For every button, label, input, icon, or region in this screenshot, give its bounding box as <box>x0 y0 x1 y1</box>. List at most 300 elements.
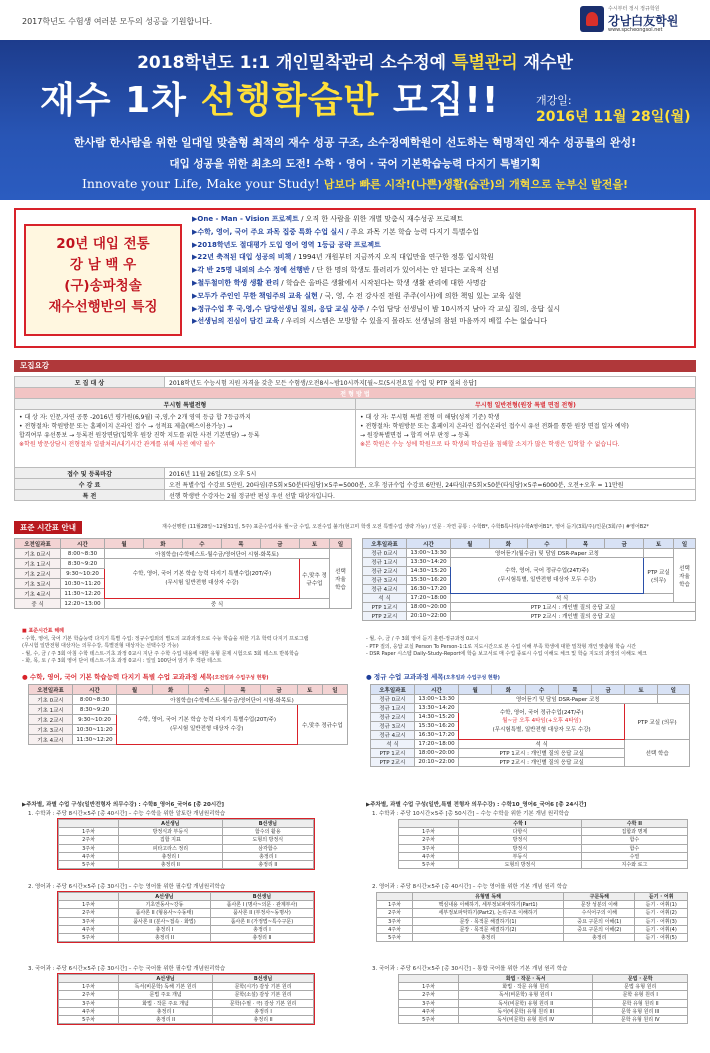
period-cell: 정규 2교시 <box>371 713 415 722</box>
side-cell: 수,맞추 정규수업 <box>297 705 347 745</box>
curriculum-cell: 품사론 II (형용사~수동태) <box>119 909 211 917</box>
th: 수 <box>525 685 558 695</box>
time-cell: 17:20~18:00 <box>407 594 451 603</box>
feature-text: ▶22년 축적된 대입 성공의 비책 <box>192 253 292 262</box>
morning-curriculum-table <box>28 684 348 745</box>
hero-headline-b: 선행학습반 <box>200 80 380 121</box>
special-curriculum-heading: ● 수학, 영어, 국어 기본 학습능력 다지기 특별 수업 교과과정 세목(오전일과 수업구성 현황) <box>22 673 269 681</box>
hero-banner <box>0 40 710 200</box>
time-cell: 9:30~10:20 <box>61 569 105 579</box>
curriculum-cell: 유형별 독해 <box>413 893 564 901</box>
logo-name: 강남白友학원 <box>608 14 679 28</box>
period-cell: PTP 2교시 <box>363 612 407 621</box>
time-cell: 8:30~9:20 <box>73 705 117 715</box>
logo-url[interactable]: www.spcheongsol.net <box>608 27 663 33</box>
curriculum-cell: 수식어구의 이해 <box>564 909 635 917</box>
target-value: 2018학년도 수능시험 지원 자격을 갖춘 모든 수험생/오전8시~밤10시까지[월~토(5시전요일 수업 및 PTP 질의 응답] <box>165 377 696 388</box>
curriculum-cell: 3주차 <box>399 999 459 1007</box>
ptp1-cell: PTP 1교시 : 개인별 질의 응답 교실 <box>459 749 625 758</box>
curriculum-cell: 핵심내용 이해하기, 세부정보파악하기(Part1) <box>413 901 564 909</box>
curriculum-cell: 1주차 <box>59 983 119 991</box>
curriculum-cell: 화법 · 작문 · 독서 <box>459 975 593 983</box>
feature-item <box>192 265 692 278</box>
period-cell: 석 식 <box>371 740 415 749</box>
curriculum-cell: 문장 · 목적문 해결하기(1) <box>413 917 564 925</box>
feature-item <box>192 304 692 317</box>
slot-cell: 아침학습(수학테스트-월수금/영어단어 시험-화목토) <box>117 695 348 705</box>
curriculum-cell: 품사론 I (명사~의문 · 관계부사) <box>210 901 313 909</box>
period-cell: 기초 2교시 <box>15 569 61 579</box>
note-line: - 화, 목, 토 / 주 3회 영어 단어 테스트-기초 과정 0교시 : 일일 100단어 암기 후 객관 테스트 <box>22 658 222 664</box>
curriculum-cell <box>399 820 459 828</box>
period-cell: 석 식 <box>363 594 407 603</box>
curriculum-cell: 5주차 <box>399 1015 459 1023</box>
note-line: (무시험 일반전형 대상자는 의무수강, 특별전형 대상자는 선택수강 가능) <box>22 643 179 649</box>
feature-text: ▶정규수업 후 국,영,수 담당선생님 질의, 응답 교실 상주 <box>192 304 365 313</box>
th: 일 <box>674 539 696 549</box>
time-cell: 10:30~11:20 <box>73 725 117 735</box>
features-list <box>192 214 692 329</box>
right-korean-table <box>398 974 688 1024</box>
th: 화 <box>153 685 189 695</box>
feature-text: ▶각 반 25명 내외의 소수 정예 선행반 <box>192 266 310 275</box>
curriculum-cell: 듣기 · 어휘(4) <box>635 925 688 933</box>
th: 시간 <box>407 539 451 549</box>
ptp-cell: PTP 교실 (의무) <box>644 558 674 594</box>
curriculum-cell: 5주차 <box>377 933 413 941</box>
curriculum-cell: 중요 구문의 이해(2) <box>564 925 635 933</box>
curriculum-cell: 총정리 II <box>119 860 223 868</box>
curriculum-cell: 독서(비문학) 독해 기본 원리 <box>119 983 213 991</box>
curriculum-cell: 듣기 · 어휘(2) <box>635 909 688 917</box>
slot-cell: 아침학습(수학테스트-월수금/영어단어 시험-화목토) <box>105 549 330 559</box>
badge-line: 20년 대입 전통 <box>56 236 150 252</box>
logo-subtitle: 수시부터 정시 정규학원 <box>608 6 660 12</box>
feature-item <box>192 291 692 304</box>
curriculum-cell: 4주차 <box>59 852 119 860</box>
time-cell: 8:00~8:30 <box>73 695 117 705</box>
curriculum-cell: 방정식과 부등식 <box>119 828 223 836</box>
open-label: 개강일: <box>536 94 572 107</box>
th: 시간 <box>415 685 459 695</box>
th: 토 <box>644 539 674 549</box>
period-cell: 기초 1교시 <box>15 559 61 569</box>
ptp1-cell: PTP 1교시 : 개인별 질의 응답 교실 <box>451 603 696 612</box>
curriculum-cell: 문법 유형 원리 <box>593 983 688 991</box>
note-line: - PTP 질의, 응답 교실 Person To Person-1:1로 지도시간으로 본 수업 이해 부족 학생에 대한 밀착형 개인 맞춤형 학습 시간 <box>366 643 637 650</box>
timetable-notes-right <box>366 636 696 659</box>
note-line: - DSR Paper 시스템 Daily-Study-Report에 학습 보고서로 매 수업 종료시 수업 이해도 체크 및 학습 지도의 과정의 이해도 체크 <box>366 651 647 657</box>
time-cell: 8:00~8:30 <box>61 549 105 559</box>
right-english-table <box>376 892 688 942</box>
right-korean-title: 3. 국어과 : 주당 6시간×5주 [총 30시간] – 통합 국어를 위한 기본 개념 원리 학습 <box>372 966 568 972</box>
curriculum-cell: 집합 지표 <box>119 836 223 844</box>
th: 화 <box>492 685 525 695</box>
timetable-notes-left <box>22 628 362 666</box>
period-label: 접수 및 등록마감 <box>15 468 165 479</box>
hero-line1-b: 특별관리 <box>452 53 518 73</box>
curriculum-cell: 2주차 <box>399 836 459 844</box>
th: 금 <box>605 539 644 549</box>
dinner-cell: 석 식 <box>451 594 674 603</box>
curriculum-cell: 총정리 I <box>119 925 211 933</box>
curriculum-cell: 총정리 II <box>119 1015 213 1023</box>
curriculum-cell: 문학(소설) 감상 기본 원리 <box>213 991 314 999</box>
curriculum-cell: 문법 주요 개념 <box>119 991 213 999</box>
time-cell: 14:30~15:20 <box>415 713 459 722</box>
th: 수 <box>528 539 567 549</box>
method-right-detail: • 대 상 자: 무시험 특별 전형 미 해당(성적 기준) 학생 • 전형절차: 학원방문 또는 홈페이지 온라인 접수(온라인 접수시 유선 전화를 통한 원장 면접 일자 예약) → 원장특별면접 → 합격 여부 판정 → 등록 ※본 학원은 수능 성에 학원으로 타 학생의 학습권을 침해할 소지가 많은 학생은 입학할 수 없습니다. <box>356 410 696 468</box>
benefit-value: 선행 학생반 수강자는 2월 정규반 편성 우선 선발 대상자입니다. <box>165 490 696 501</box>
curriculum-cell: 삼각함수 <box>222 844 313 852</box>
curriculum-cell: 수열 <box>581 852 687 860</box>
curriculum-cell: 총정리 II <box>119 933 211 941</box>
feature-text: ▶선생님의 진심이 담긴 교육 <box>192 317 280 326</box>
curriculum-cell: A선생님 <box>119 893 211 901</box>
hero-headline-a: 재수 1차 <box>40 80 201 121</box>
curriculum-cell: 총정리 <box>413 933 564 941</box>
time-cell: 13:30~14:20 <box>415 704 459 713</box>
period-cell: 정규 3교시 <box>371 722 415 731</box>
curriculum-cell: 함수 <box>581 836 687 844</box>
period-cell: 기초 4교시 <box>29 735 73 745</box>
period-cell: 정규 0교시 <box>371 695 415 704</box>
feature-text: / 국, 영, 수 전 강사진 전원 주주(이사)에 의한 책임 있는 교육 실현 <box>317 291 522 300</box>
curriculum-cell: 화법 · 작문 주요 개념 <box>119 999 213 1007</box>
curriculum-cell: 4주차 <box>59 925 119 933</box>
curriculum-cell: 3주차 <box>59 917 119 925</box>
note-line: - 월, 수, 금 / 주 3회 아침 수학 테스트-기초 과정 0교시 지난 주 수학 수업 내용에 대한 유형 문제 시험으로 3회 테스트 반복학습 <box>22 650 299 657</box>
curriculum-cell: 4주차 <box>59 1007 119 1015</box>
curriculum-cell: 3주차 <box>59 844 119 852</box>
period-cell: 중 식 <box>15 599 61 609</box>
th: 오후일과표 <box>363 539 407 549</box>
curriculum-cell: 방정식 <box>459 836 582 844</box>
curriculum-cell: 기초연동사~강동 <box>119 901 211 909</box>
curriculum-cell: 독서(비문학) 유형 원리 III <box>459 1007 593 1015</box>
notes-title: ■ 표준시간표 해례 <box>22 628 65 634</box>
th: 월 <box>117 685 153 695</box>
time-cell: 16:30~17:20 <box>407 585 451 594</box>
feature-text: / 1994년 개원부터 지금까지 오직 대입만을 연구한 정통 입시학원 <box>291 253 494 262</box>
feature-text: / 수업 담당 선생님이 밤 10시까지 남아 각 교실 질의, 응답 실시 <box>364 304 561 313</box>
time-cell: 17:20~18:00 <box>415 740 459 749</box>
afternoon-curriculum-table <box>370 684 690 767</box>
hero-line5-a: Innovate your Life, Make your Study! <box>81 176 324 191</box>
curriculum-cell: B선생님 <box>210 893 313 901</box>
curriculum-cell: B선생님 <box>222 820 313 828</box>
curriculum-cell: 4주차 <box>377 925 413 933</box>
curriculum-cell: 문학 유형 원리 II <box>593 999 688 1007</box>
feature-text: ▶2018학년도 절대평가 도입 영어 영역 1등급 공략 프로젝트 <box>192 240 381 249</box>
curriculum-cell: 함수 <box>581 844 687 852</box>
th: 일 <box>657 685 689 695</box>
curriculum-cell <box>59 975 119 983</box>
curriculum-cell <box>59 820 119 828</box>
time-cell: 12:20~13:00 <box>61 599 105 609</box>
curriculum-cell: 3주차 <box>59 999 119 1007</box>
curriculum-cell: 독서(비문학) 유형 원리 I <box>459 991 593 999</box>
regular-curriculum-heading: ● 정규 수업 교과과정 세목(오후일과 수업구성 현황) <box>366 673 500 681</box>
curriculum-cell: 문장 성분의 이해 <box>564 901 635 909</box>
right-english-title: 2. 영어과 : 주당 8시간×5주 [총 40시간] – 수능 영어를 위한 기본 개념 원리 학습 <box>372 884 568 890</box>
feature-text: ▶One - Man - Vision 프로젝트 <box>192 215 299 223</box>
curriculum-cell <box>59 893 119 901</box>
timetable-title <box>14 521 696 534</box>
time-cell: 10:30~11:20 <box>61 579 105 589</box>
special-class-cell: 수학, 영어, 국어 기본 학습 능력 다지기 특별수업(20T/주) (무시험 일반전형 대상자 수강) <box>105 559 300 599</box>
right-math-title: 1. 수학과 : 주당 10시간×5주 [총 50시간] – 수능 수학을 위한 기본 개념 원리학습 <box>372 811 570 817</box>
academy-logo[interactable] <box>580 4 700 36</box>
curriculum-cell: 구문독해 <box>564 893 635 901</box>
feature-item <box>192 214 692 227</box>
self-study-cell: 선택 자율 학습 <box>674 549 696 603</box>
feature-item <box>192 278 692 291</box>
regular-class-cell: 수학, 영어, 국어 정규수업(24T/주) (무시험특별, 일반전형 대상자 모두 수강) <box>451 558 644 594</box>
th: 토 <box>300 539 330 549</box>
curriculum-cell: 2주차 <box>59 991 119 999</box>
th: 목 <box>566 539 605 549</box>
curriculum-cell: 3주차 <box>399 844 459 852</box>
hero-headline <box>40 72 499 123</box>
features-badge <box>24 224 182 336</box>
curriculum-cell: 함수의 활용 <box>222 828 313 836</box>
period-cell: 정규 4교시 <box>371 731 415 740</box>
curriculum-cell: 집합과 명제 <box>581 828 687 836</box>
left-korean-title: 3. 국어과 : 주당 6시간×5주 [총 30시간] – 수능 국어를 위한 필수탑 개념원리학습 <box>28 966 226 972</box>
feature-item <box>192 316 692 329</box>
curriculum-cell: 중요 구문의 이해(1) <box>564 917 635 925</box>
hero-line1-c: 재수반 <box>517 53 573 73</box>
curriculum-cell: 수학 I <box>459 820 582 828</box>
curriculum-cell: 5주차 <box>59 1015 119 1023</box>
curriculum-cell: 품사론 II (부정사~동명사) <box>210 909 313 917</box>
left-korean-table <box>58 974 314 1024</box>
empty-cell <box>657 695 689 704</box>
th: 금 <box>592 685 625 695</box>
time-cell: 13:30~14:20 <box>407 558 451 567</box>
curriculum-cell: 도형의 방정식 <box>222 836 313 844</box>
th: 화 <box>489 539 528 549</box>
time-cell: 11:30~12:20 <box>61 589 105 599</box>
time-cell: 18:00~20:00 <box>415 749 459 758</box>
period-cell: 정규 2교시 <box>363 567 407 576</box>
period-cell: 정규 0교시 <box>363 549 407 558</box>
period-cell: PTP 2교시 <box>371 758 415 767</box>
curriculum-cell: 듣기 · 어휘 <box>635 893 688 901</box>
curriculum-cell: 총정리 II <box>213 1015 314 1023</box>
left-english-table <box>58 892 314 942</box>
slot-cell: 영어듣기(월수금) 및 담임 DSR-Paper 코칭 <box>451 549 644 558</box>
curriculum-cell: 2주차 <box>377 909 413 917</box>
curriculum-cell: 도형의 방정식 <box>459 860 582 868</box>
time-cell: 20:10~22:00 <box>415 758 459 767</box>
hero-line3: 한사람 한사람을 위한 일대일 맞춤형 최적의 재수 성공 구조, 소수정예학원이 선도하는 혁명적인 재수 성공률의 완성! <box>73 136 637 149</box>
hero-line1-a: 2018학년도 1:1 개인밀착관리 소수정예 <box>137 53 453 73</box>
lunch-cell: 중 식 <box>105 599 330 609</box>
th: 오전일과표 <box>29 685 73 695</box>
th: 목 <box>225 685 261 695</box>
period-cell: PTP 1교시 <box>363 603 407 612</box>
curriculum-cell: 1주차 <box>59 828 119 836</box>
ptp2-cell: PTP 2교시 : 개인별 질의 응답 교실 <box>459 758 625 767</box>
right-curriculum-intro: ▶주차별, 과별 수업 구성(일반,특별 전형자 의무수강) : 수학10_영어6_국어6 [총 24시간] <box>366 802 587 808</box>
curriculum-cell: 피타고라스 정리 <box>119 844 223 852</box>
curriculum-cell: 4주차 <box>399 1007 459 1015</box>
time-cell: 15:30~16:20 <box>415 722 459 731</box>
curriculum-cell: 화법 · 작문 유형 원리 <box>459 983 593 991</box>
th: 토 <box>297 685 322 695</box>
period-cell: 기초 1교시 <box>29 705 73 715</box>
curriculum-cell: 수학 II <box>581 820 687 828</box>
curriculum-cell: 문학(수필 · 극) 감상 기본 원리 <box>213 999 314 1007</box>
time-cell: 18:00~20:00 <box>407 603 451 612</box>
method-left-detail: • 대 상 자: 인문,자연 공통 -2016년 평가원(6,9월) 국,영,수 2개 영역 등급 합 7등급까지 • 전형절차: 학원방문 또는 홈페이지 온라인 접수 → 성적표 제출(팩스이용가능) → 합격여부 유선통보 → 등록전 원장면담(입학후 원장 진학 지도를 위한 사전 기본면담) → 등록 ※학원 방문상담시 전형절차 일괄처리/내기시간 관계를 위해 사전 예약 필수 <box>15 410 356 468</box>
curriculum-cell: 총정리 I <box>213 1007 314 1015</box>
regular-class-cell: 수학, 영어, 국어 정규수업(24T/주) 월~금 오후 4타임(+오후 4타임) (무시험특별, 일반전형 대상자 모두 수강) <box>459 704 625 740</box>
hero-line1 <box>0 48 710 73</box>
logo-mark-icon <box>580 6 604 32</box>
th: 금 <box>261 685 297 695</box>
badge-line: 강 남 백 우 <box>69 257 137 273</box>
hero-line5-b: 남보다 빠른 시작!(나쁜)생활(습관)의 개혁으로 눈부신 발전을! <box>323 178 629 191</box>
curriculum-cell: 2주차 <box>399 991 459 999</box>
dinner-cell: 석 식 <box>459 740 625 749</box>
fee-value: 오전 특별수업 수강료 5만원, 20타임(주5회×50분(타임당)×5주=5000분, 오후 정규수업 수강료 6만원, 24타임(주5회×50분(타임당)×5주=6000분, 오전+오후 = 11만원 <box>165 479 696 490</box>
period-cell: 정규 1교시 <box>363 558 407 567</box>
period-cell: 기초 3교시 <box>15 579 61 589</box>
curriculum-cell: 문학 유형 원리 III <box>593 1007 688 1015</box>
curriculum-cell: 3주차 <box>377 917 413 925</box>
curriculum-cell: 문학 유형 원리 IV <box>593 1015 688 1023</box>
hero-headline-c: 모집!! <box>379 80 500 121</box>
curriculum-cell: 독서(비문학) 유형 원리 IV <box>459 1015 593 1023</box>
feature-text: ▶모두가 주인인 무한 책임주의 교육 실현 <box>192 291 318 300</box>
th: 일 <box>330 539 352 549</box>
th: 수 <box>182 539 221 549</box>
period-cell: 기초 2교시 <box>29 715 73 725</box>
time-cell: 11:30~12:20 <box>73 735 117 745</box>
curriculum-cell <box>377 893 413 901</box>
curriculum-cell: 부등식 <box>459 852 582 860</box>
time-cell: 13:00~13:30 <box>407 549 451 558</box>
curriculum-cell: 총정리 II <box>210 933 313 941</box>
period-cell: 기초 0교시 <box>15 549 61 559</box>
th: 오후일과표 <box>371 685 415 695</box>
recruit-table <box>14 376 696 501</box>
curriculum-cell: 듣기 · 어휘(1) <box>635 901 688 909</box>
ptp2-cell: PTP 2교시 : 개인별 질의 응답 교실 <box>451 612 696 621</box>
feature-text: / 주요 과목 기본 학습 능력 다지기 특별수업 <box>343 227 480 236</box>
benefit-label: 특 전 <box>15 490 165 501</box>
th: 목 <box>221 539 260 549</box>
time-cell: 16:30~17:20 <box>415 731 459 740</box>
curriculum-cell: 문장 · 목적문 해결하기(2) <box>413 925 564 933</box>
ptp-cell: PTP 교실 (의무) <box>625 704 690 740</box>
curriculum-cell: 총정리 <box>564 933 635 941</box>
feature-item <box>192 240 692 253</box>
curriculum-cell: 지수와 로그 <box>581 860 687 868</box>
th: 일 <box>322 685 347 695</box>
special-class-cell: 수학, 영어, 국어 기본 학습 능력 다지기 특별수업(20T/주) (무시험 일반전형 대상자 수강) <box>117 705 298 745</box>
period-cell: PTP 1교시 <box>371 749 415 758</box>
curriculum-cell: 문학 유형 원리 I <box>593 991 688 999</box>
curriculum-cell: 방정식 <box>459 844 582 852</box>
method-label: 전 형 방 법 <box>15 388 696 399</box>
period-cell: 기초 0교시 <box>29 695 73 705</box>
empty-cell <box>644 549 674 558</box>
left-curriculum-intro: ▶주차별, 과별 수업 구성(일반전형자 의무수강) : 수학8_영어6_국어6 [총 20시간] <box>22 802 224 808</box>
period-cell: 정규 4교시 <box>363 585 407 594</box>
open-date: 2016년 11월 28일(월) <box>536 109 691 125</box>
feature-text: ▶수학, 영어, 국어 주요 과목 집중 특화 수업 실시 <box>192 227 344 236</box>
th: 월 <box>105 539 144 549</box>
curriculum-cell: 4주차 <box>399 852 459 860</box>
curriculum-cell: 다항식 <box>459 828 582 836</box>
fee-label: 수 강 료 <box>15 479 165 490</box>
feature-item <box>192 252 692 265</box>
badge-line: (구)송파청솔 <box>64 278 142 294</box>
time-cell: 9:30~10:20 <box>73 715 117 725</box>
period-cell: 정규 3교시 <box>363 576 407 585</box>
feature-text: / 우리의 시스템은 모방할 수 있을지 몰라도 선생님의 참된 마음까지 베낄 수는 없습니다 <box>279 317 548 326</box>
curriculum-cell <box>399 975 459 983</box>
period-cell: 기초 3교시 <box>29 725 73 735</box>
th: 오전일과표 <box>15 539 61 549</box>
th: 수 <box>189 685 225 695</box>
period-cell: 기초 4교시 <box>15 589 61 599</box>
feature-text: ▶철두철미한 학생 생활 관리 <box>192 278 280 287</box>
hero-line4: 대입 성공을 위한 최초의 도전! 수학 · 영어 · 국어 기본학습능력 다지기 특별기획 <box>169 158 541 170</box>
curriculum-cell: 5주차 <box>59 933 119 941</box>
curriculum-cell: 듣기 · 어휘(5) <box>635 933 688 941</box>
period-value: 2016년 11월 26일(토) 오후 5시 <box>165 468 696 479</box>
curriculum-cell: 총정리 I <box>119 852 223 860</box>
curriculum-cell: A선생님 <box>119 975 213 983</box>
curriculum-cell: 문법 · 문학 <box>593 975 688 983</box>
curriculum-cell: 듣기 · 어휘(3) <box>635 917 688 925</box>
method-col-right: 무시험 일반전형(원장 특별 면접 전형) <box>356 399 696 410</box>
left-math-table <box>58 819 314 869</box>
morning-timetable <box>14 538 352 609</box>
curriculum-cell: 1주차 <box>399 828 459 836</box>
curriculum-cell: 5주차 <box>399 860 459 868</box>
curriculum-cell: 문학(시가) 감상 기본 원리 <box>213 983 314 991</box>
badge-line: 재수선행반의 특징 <box>48 299 158 315</box>
time-cell: 20:10~22:00 <box>407 612 451 621</box>
feature-text: / 오직 한 사람을 위한 개별 맞춤식 재수성공 프로젝트 <box>298 215 464 223</box>
th: 월 <box>459 685 492 695</box>
curriculum-cell: 2주차 <box>59 836 119 844</box>
timetable-desc: 재수선행반 (11월28일~12월31일, 5주) 표준수업사유 월~금 수업, 오전수업 불가(현고미 학생 오전 특별수업 생략 가능) / 인문 · 자연 공통 : 수학B*, 수학B특나하/수학A영어B1*, 영어 듣기(3회/주)/인문(3회/주) #영어B2* <box>162 524 649 530</box>
th: 토 <box>625 685 657 695</box>
curriculum-cell: A선생님 <box>119 820 223 828</box>
th: 시간 <box>61 539 105 549</box>
top-strip <box>0 0 710 40</box>
right-math-table <box>398 819 688 869</box>
feature-text: / 단 한 명의 학생도 틀러리가 있어서는 안 된다는 교육적 신념 <box>309 266 499 275</box>
self-study-cell: 선택 자율 학습 <box>330 549 352 609</box>
curriculum-cell: 품사론 II (가정법~특수구문) <box>210 917 313 925</box>
recruit-section-bar: 모집요강 <box>14 360 696 372</box>
curriculum-cell: 독서(비문학) 유형 원리 II <box>459 999 593 1007</box>
th: 화 <box>143 539 182 549</box>
curriculum-cell: 1주차 <box>59 901 119 909</box>
left-math-title: 1. 수학과 : 주당 8시간×5주 [총 40시간] – 수능 수학을 위한 알토란 개념원리학습 <box>28 811 226 817</box>
curriculum-cell: 5주차 <box>59 860 119 868</box>
curriculum-cell: 품사론 II (분사~접속 · 화법) <box>119 917 211 925</box>
tagline: 2017학년도 수험생 여러분 모두의 성공을 기원합니다. <box>22 17 213 26</box>
